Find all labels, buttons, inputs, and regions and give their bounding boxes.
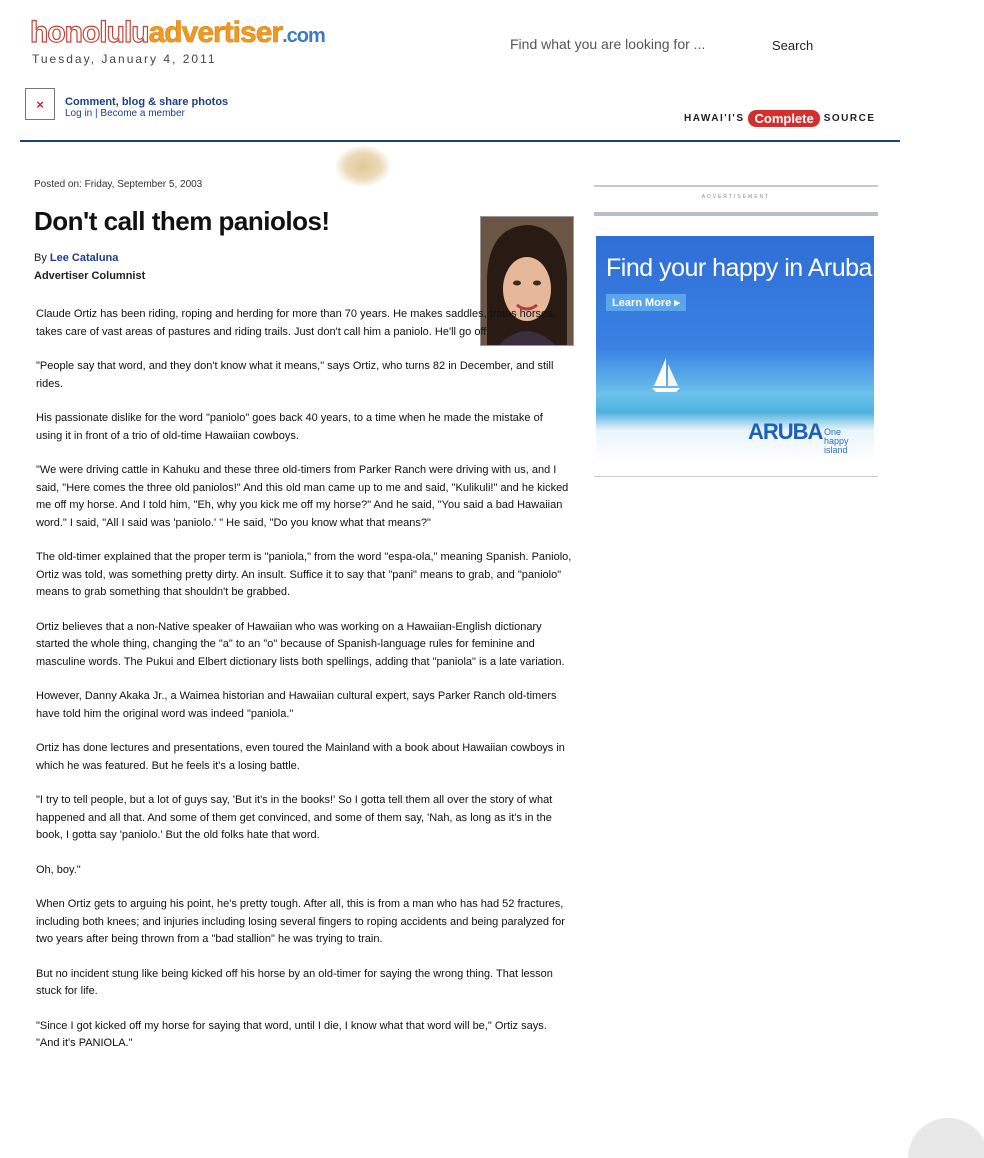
close-icon[interactable]: × xyxy=(25,88,55,120)
sailboat-icon xyxy=(648,356,684,394)
posted-date: Posted on: Friday, September 5, 2003 xyxy=(34,179,203,190)
ad-label-rule xyxy=(594,212,878,216)
article-paragraph: When Ortiz gets to arguing his point, he's pretty tough. After all, this is from a man who has had 52 fractures, including both knees; and injuries including losing several fingers to roping accidents and being paralyzed for two years after being thrown from a "bad stallion" he was trying to train. xyxy=(36,898,565,945)
become-member-link[interactable]: Become a member xyxy=(100,108,185,119)
logo-part-com: .com xyxy=(282,25,325,47)
aruba-advertisement[interactable] xyxy=(596,236,874,462)
article-paragraph: But no incident stung like being kicked off his horse by an old-timer for saying the wrong thing. That lesson stuck for life. xyxy=(36,967,553,997)
ad-label: ADVERTISEMENT xyxy=(701,194,771,200)
author-link[interactable]: Lee Cataluna xyxy=(49,252,119,264)
article-paragraph: "I try to tell people, but a lot of guys say, 'But it's in the books!' So I gotta tell them all over the story of what happened and all that. And some of them get convinced, and some of them say, 'Nah, as long as it's in the book, I gotta say 'paniolo.' But the old folks hate that word. xyxy=(36,794,553,841)
byline xyxy=(34,252,118,264)
article-paragraph: "People say that word, and they don't know what it means," says Ortiz, who turns 82 in December, and still rides. xyxy=(36,360,554,390)
site-tagline xyxy=(684,110,876,127)
article-paragraph: Claude Ortiz has been riding, roping and herding for more than 70 years. He makes saddles, trains horses, takes care of vast areas of pastures and riding trails. Just don't call him a paniolo. He'll go off. xyxy=(36,308,556,338)
author-role: Advertiser Columnist xyxy=(34,270,146,282)
article-paragraph: The old-timer explained that the proper term is "paniola," from the word "espa-ola," meaning Spanish. Paniolo, Ortiz was told, was something pretty dirty. An insult. Suffice it to say that "pani" means to grab, and "paniolo" means to grab something that shouldn't be grabbed. xyxy=(36,551,572,598)
site-logo[interactable] xyxy=(30,18,325,48)
article-body xyxy=(36,306,572,1070)
article-paragraph: However, Danny Akaka Jr., a Waimea historian and Hawaiian cultural expert, says Parker Ranch old-timers have told him the original word was indeed "paniola." xyxy=(36,690,557,720)
article-headline: Don't call them paniolos! xyxy=(34,206,330,236)
paper-stain xyxy=(336,146,390,186)
site-date: Tuesday, January 4, 2011 xyxy=(32,52,217,66)
aruba-logo: ARUBA xyxy=(748,419,823,444)
learn-more-button[interactable]: Learn More ▸ xyxy=(606,294,686,311)
page-corner xyxy=(908,1118,984,1158)
ad-top-rule xyxy=(594,185,878,187)
header-divider xyxy=(20,140,900,142)
tagline-right: SOURCE xyxy=(823,113,876,124)
tagline-badge: Complete xyxy=(748,110,819,127)
logo-part-honolulu: honolulu xyxy=(30,16,149,49)
tagline-left: HAWAI'I'S xyxy=(684,113,745,124)
article-paragraph: "Since I got kicked off my horse for saying that word, until I die, I know what that word will be," Ortiz says. "And it's PANIOLA." xyxy=(36,1019,547,1049)
byline-prefix: By xyxy=(34,252,50,264)
article-paragraph: Ortiz believes that a non-Native speaker of Hawaiian who was working on a Hawaiian-English dictionary started the whole thing, changing the "a" to an "o" because of Spanish-language rules for feminine and masculine words. The Pukui and Elbert dictionary lists both spellings, adding that "paniola" is a late variation. xyxy=(36,620,565,668)
login-separator: | xyxy=(92,108,101,119)
ad-tagline: One happy island xyxy=(824,427,849,455)
comment-blog-link[interactable]: Comment, blog & share photos xyxy=(65,96,229,108)
search-input[interactable]: Find what you are looking for ... xyxy=(510,36,706,52)
ad-headline: Find your happy in Aruba xyxy=(606,254,872,282)
login-links xyxy=(65,108,185,119)
article-paragraph: His passionate dislike for the word "paniolo" goes back 40 years, to a time when he made the mistake of using it in front of a trio of old-time Hawaiian cowboys. xyxy=(36,412,543,442)
logo-part-advertiser: advertiser xyxy=(148,16,283,49)
ad-bottom-rule xyxy=(594,476,878,477)
article-paragraph: Ortiz has done lectures and presentations, even toured the Mainland with a book about Hawaiian cowboys in which he was featured. But he feels it's a losing battle. xyxy=(36,742,565,772)
search-button[interactable]: Search xyxy=(772,38,814,53)
login-link[interactable]: Log in xyxy=(65,108,93,119)
article-paragraph: Oh, boy." xyxy=(36,863,81,876)
article-paragraph: "We were driving cattle in Kahuku and these three old-timers from Parker Ranch were driving with us, and I said, "Here comes the three old paniolos!" And this old man came up to me and said, "Kulikuli!" and he kicked me off my horse. And I told him, "Eh, why you kick me off my horse?" And he said, "You said a bad Hawaiian word." I said, "All I said was 'paniolo.' " He said, "Do you know what that means?" xyxy=(36,464,569,529)
